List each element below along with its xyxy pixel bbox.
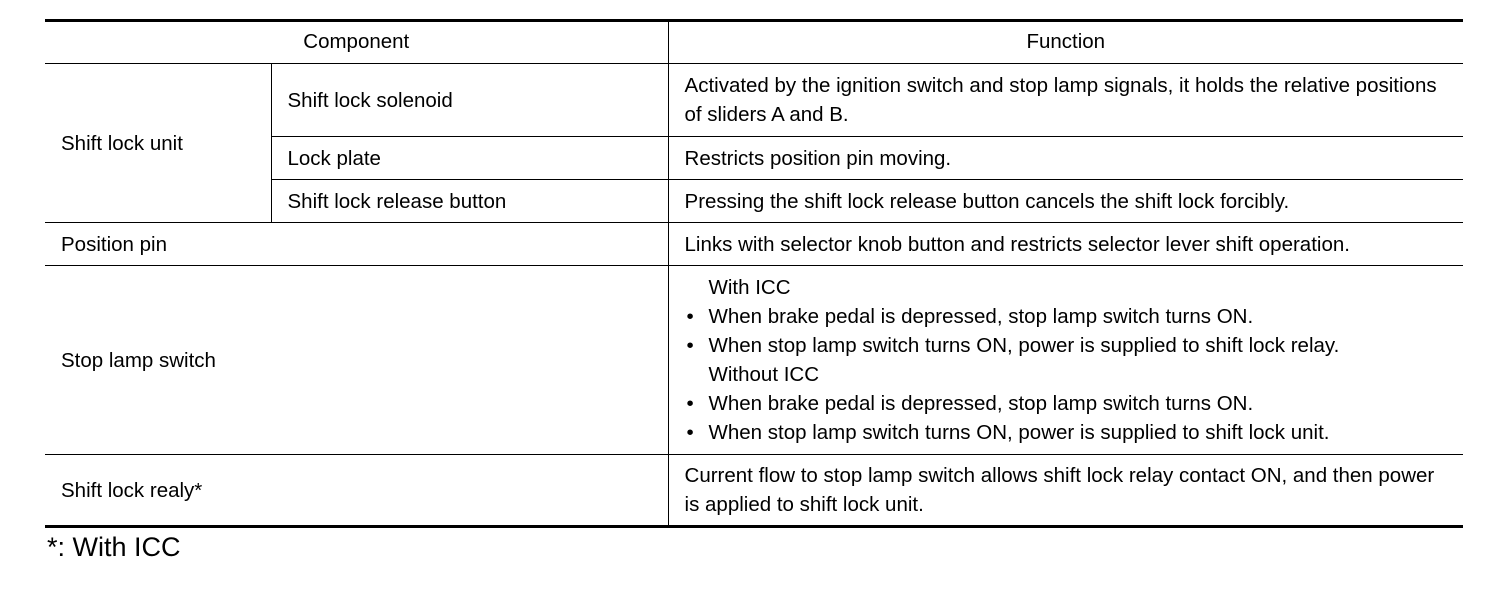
list-item bbox=[685, 331, 1448, 360]
list-item-text: When brake pedal is depressed, stop lamp switch turns ON. bbox=[708, 392, 1254, 415]
bullet-icon: • bbox=[686, 334, 694, 357]
component-cell: Shift lock solenoid bbox=[271, 64, 668, 137]
function-cell: Restricts position pin moving. bbox=[668, 137, 1463, 180]
component-cell: Shift lock release button bbox=[271, 180, 668, 223]
without-icc-list bbox=[685, 389, 1448, 447]
header-function: Function bbox=[668, 21, 1463, 64]
list-item-text: When stop lamp switch turns ON, power is supplied to shift lock unit. bbox=[708, 421, 1330, 444]
function-cell bbox=[668, 266, 1463, 455]
component-cell: Lock plate bbox=[271, 137, 668, 180]
component-function-table bbox=[45, 19, 1463, 528]
table-row bbox=[45, 455, 1463, 527]
list-item bbox=[685, 418, 1448, 447]
shift-lock-unit-label: Shift lock unit bbox=[45, 64, 271, 223]
component-cell: Stop lamp switch bbox=[45, 266, 668, 455]
bullet-icon: • bbox=[686, 305, 694, 328]
header-row bbox=[45, 21, 1463, 64]
component-cell: Shift lock realy* bbox=[45, 455, 668, 527]
list-item-text: When brake pedal is depressed, stop lamp switch turns ON. bbox=[708, 305, 1254, 328]
bullet-icon: • bbox=[686, 392, 694, 415]
list-item bbox=[685, 302, 1448, 331]
function-cell: Links with selector knob button and restricts selector lever shift operation. bbox=[668, 223, 1463, 266]
footnote: *: With ICC bbox=[47, 532, 181, 562]
function-cell: Pressing the shift lock release button cancels the shift lock forcibly. bbox=[668, 180, 1463, 223]
function-cell: Activated by the ignition switch and stop lamp signals, it holds the relative positions of sliders A and B. bbox=[668, 64, 1463, 137]
table-row bbox=[45, 223, 1463, 266]
list-item bbox=[685, 389, 1448, 418]
component-cell: Position pin bbox=[45, 223, 668, 266]
header-component: Component bbox=[45, 21, 668, 64]
table-row bbox=[45, 64, 1463, 137]
list-item-text: When stop lamp switch turns ON, power is supplied to shift lock relay. bbox=[708, 334, 1340, 357]
table-row bbox=[45, 266, 1463, 455]
function-cell: Current flow to stop lamp switch allows shift lock relay contact ON, and then power is applied to shift lock unit. bbox=[668, 455, 1463, 527]
with-icc-list bbox=[685, 302, 1448, 360]
with-icc-heading: With ICC bbox=[708, 276, 791, 299]
bullet-icon: • bbox=[686, 421, 694, 444]
without-icc-heading: Without ICC bbox=[708, 363, 820, 386]
